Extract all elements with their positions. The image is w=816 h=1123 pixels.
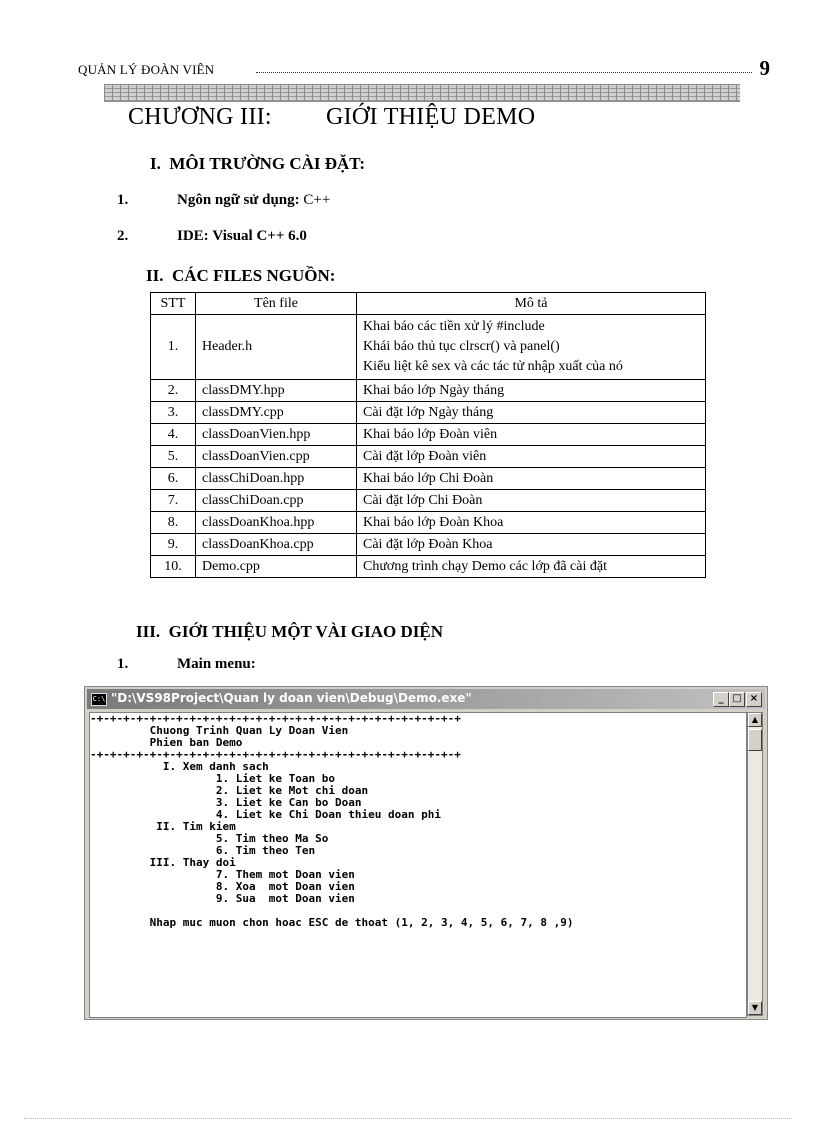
page-header (78, 56, 770, 80)
window-title: "D:\VS98Project\Quan ly doan vien\Debug\Demo.exe" (111, 691, 472, 705)
item-number: 1. (117, 656, 129, 672)
cell-stt: 3. (151, 402, 196, 424)
console-line: III. Thay doi (90, 856, 236, 869)
description-line: Khai báo các tiền xử lý #include (363, 319, 545, 334)
vertical-scrollbar[interactable] (747, 712, 763, 1016)
column-header-filename: Tên file (196, 293, 357, 315)
console-line: II. Tim kiem (90, 820, 236, 833)
table-row (151, 402, 706, 424)
console-line: Nhap muc muon chon hoac ESC de thoat (1, 2, 3, 4, 5, 6, 7, 8 ,9) (90, 916, 574, 929)
maximize-button[interactable]: □ (729, 692, 745, 707)
cell-filename: classChiDoan.hpp (196, 468, 357, 490)
scroll-down-button[interactable]: ▼ (748, 1001, 762, 1015)
cell-description: Khai báo lớp Đoàn viên (357, 424, 706, 446)
cell-filename: classDoanVien.hpp (196, 424, 357, 446)
cell-stt: 6. (151, 468, 196, 490)
cell-filename: classDMY.hpp (196, 380, 357, 402)
console-line: -+-+-+-+-+-+-+-+-+-+-+-+-+-+-+-+-+-+-+-+-+-+-+-+-+-+-+-+ (90, 748, 461, 761)
table-row (151, 490, 706, 512)
console-text (90, 713, 746, 929)
section-title: MÔI TRƯỜNG CÀI ĐẶT: (169, 154, 366, 173)
item-value: Visual C++ 6.0 (212, 228, 307, 244)
close-button[interactable]: × (746, 692, 762, 707)
cell-filename: Demo.cpp (196, 556, 357, 578)
list-item-ide (117, 228, 517, 248)
section-heading-2 (146, 266, 335, 286)
console-line: Chuong Trinh Quan Ly Doan Vien (90, 724, 349, 737)
item-label: Main menu: (177, 656, 256, 672)
cell-stt: 4. (151, 424, 196, 446)
console-line: 6. Tim theo Ten (90, 844, 316, 857)
table-row (151, 512, 706, 534)
cell-filename: Header.h (196, 315, 357, 380)
cell-filename: classDoanKhoa.hpp (196, 512, 357, 534)
item-label: IDE: (177, 228, 209, 244)
item-value: C++ (303, 192, 331, 208)
page-number: 9 (759, 56, 770, 80)
scroll-thumb[interactable] (748, 729, 762, 751)
console-line: Phien ban Demo (90, 736, 243, 749)
table-header-row (151, 293, 706, 315)
console-line: -+-+-+-+-+-+-+-+-+-+-+-+-+-+-+-+-+-+-+-+-+-+-+-+-+-+-+-+ (90, 712, 461, 725)
section-number: I. (150, 154, 161, 173)
console-window (84, 686, 768, 1020)
cell-description: Chương trình chạy Demo các lớp đã cài đặt (357, 556, 706, 578)
cell-filename: classChiDoan.cpp (196, 490, 357, 512)
decorative-pattern-bar (104, 84, 740, 102)
cell-description: Khai báo lớp Đoàn Khoa (357, 512, 706, 534)
cell-description: Khai báo lớp Chi Đoàn (357, 468, 706, 490)
list-item-main-menu (117, 656, 517, 676)
cell-stt: 5. (151, 446, 196, 468)
cell-stt: 2. (151, 380, 196, 402)
header-leader-dots (256, 72, 752, 73)
description-line: Kiểu liệt kê sex và các tác tử nhập xuất của nó (363, 359, 623, 374)
cell-description: Cài đặt lớp Đoàn viên (357, 446, 706, 468)
section-number: II. (146, 266, 164, 285)
section-title: GIỚI THIỆU MỘT VÀI GIAO DIỆN (168, 622, 444, 641)
column-header-stt: STT (151, 293, 196, 315)
cell-description (357, 315, 706, 380)
footer-divider (24, 1118, 792, 1119)
cell-description: Cài đặt lớp Ngày tháng (357, 402, 706, 424)
cell-stt: 10. (151, 556, 196, 578)
console-line: 1. Liet ke Toan bo (90, 772, 336, 785)
chapter-title: GIỚI THIỆU DEMO (326, 104, 536, 130)
section-number: III. (136, 622, 161, 641)
source-files-table (150, 292, 706, 578)
section-title: CÁC FILES NGUỒN: (171, 266, 336, 285)
list-item-language (117, 192, 517, 212)
window-titlebar[interactable] (87, 689, 765, 709)
minimize-button[interactable]: _ (713, 692, 729, 707)
console-line: 2. Liet ke Mot chi doan (90, 784, 369, 797)
chapter-heading (128, 104, 536, 131)
table-row (151, 556, 706, 578)
console-line: 5. Tim theo Ma So (90, 832, 329, 845)
console-line: 3. Liet ke Can bo Doan (90, 796, 362, 809)
table-row (151, 315, 706, 380)
scroll-up-button[interactable]: ▲ (748, 713, 762, 727)
section-heading-1 (150, 154, 365, 174)
item-number: 1. (117, 192, 129, 208)
console-line: 7. Them mot Doan vien (90, 868, 355, 881)
cell-description: Cài đặt lớp Chi Đoàn (357, 490, 706, 512)
cell-filename: classDMY.cpp (196, 402, 357, 424)
cell-stt: 7. (151, 490, 196, 512)
column-header-description: Mô tả (357, 293, 706, 315)
header-title: QUẢN LÝ ĐOÀN VIÊN (78, 62, 215, 77)
table-row (151, 380, 706, 402)
console-line: I. Xem danh sach (90, 760, 269, 773)
chapter-label: CHƯƠNG III: (128, 104, 272, 130)
table-row (151, 534, 706, 556)
console-line: 4. Liet ke Chi Doan thieu doan phi (90, 808, 441, 821)
console-output (89, 712, 747, 1018)
console-icon: C:\ (91, 693, 107, 706)
cell-description: Cài đặt lớp Đoàn Khoa (357, 534, 706, 556)
cell-stt: 1. (151, 315, 196, 380)
cell-filename: classDoanVien.cpp (196, 446, 357, 468)
item-number: 2. (117, 228, 129, 244)
cell-stt: 8. (151, 512, 196, 534)
cell-description: Khai báo lớp Ngày tháng (357, 380, 706, 402)
table-row (151, 446, 706, 468)
description-line: Khái báo thủ tục clrscr() và panel() (363, 339, 560, 354)
console-line: 8. Xoa mot Doan vien (90, 880, 355, 893)
cell-stt: 9. (151, 534, 196, 556)
section-heading-3 (136, 622, 443, 642)
console-line: 9. Sua mot Doan vien (90, 892, 355, 905)
cell-filename: classDoanKhoa.cpp (196, 534, 357, 556)
item-label: Ngôn ngữ sử dụng: (177, 192, 300, 208)
table-row (151, 424, 706, 446)
table-row (151, 468, 706, 490)
